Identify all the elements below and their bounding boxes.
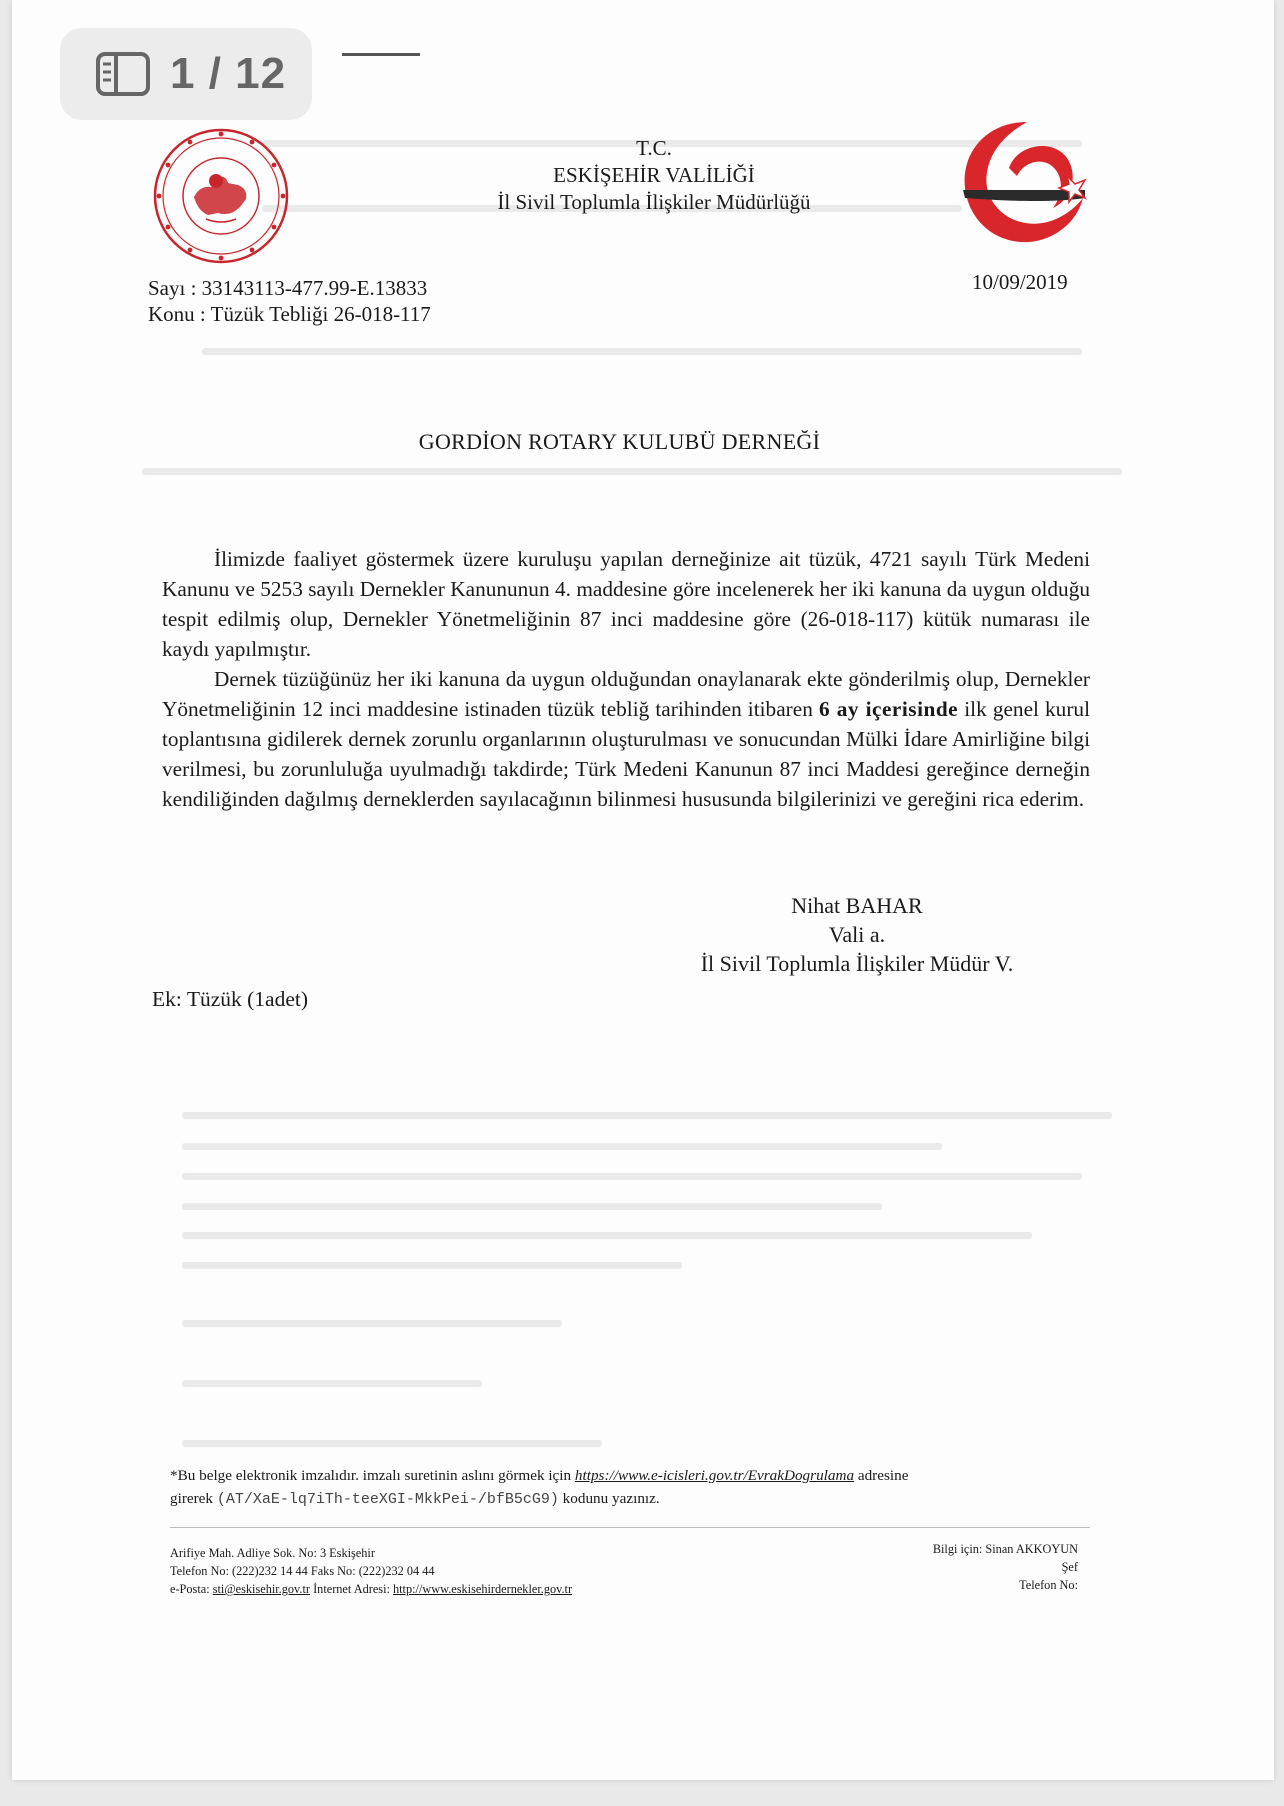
show-through-line (182, 1262, 682, 1269)
show-through-line (182, 1143, 942, 1150)
email-link[interactable]: sti@eskisehir.gov.tr (212, 1582, 310, 1596)
show-through-line (182, 1232, 1032, 1239)
signatory-name: Nihat BAHAR (791, 893, 923, 918)
letterhead-tc: T.C. (636, 136, 672, 160)
attachment-note: Ek: Tüzük (1adet) (152, 987, 309, 1011)
recipient-title: GORDİON ROTARY KULUBÜ DERNEĞİ (418, 429, 821, 454)
document-subject: Konu : Tüzük Tebliği 26-018-117 (148, 302, 431, 326)
email-label: e-Posta: (170, 1582, 213, 1596)
verification-code: (AT/XaE-lq7iTh-teeXGI-MkkPei-/bfB5cG9) (216, 1491, 559, 1508)
signatory-title-2: İl Sivil Toplumla İlişkiler Müdür V. (700, 951, 1014, 976)
info-title: Şef (1061, 1560, 1078, 1574)
show-through-line (182, 1112, 1112, 1119)
body-paragraph-2 (162, 664, 1090, 814)
footer-address: Arifiye Mah. Adliye Sok. No: 3 Eskişehir (170, 1546, 375, 1560)
info-contact: Bilgi için: Sinan AKKOYUN (932, 1542, 1078, 1556)
footer-contact-line (170, 1581, 572, 1598)
verification-suffix: kodunu yazınız. (558, 1490, 660, 1507)
show-through-line (182, 1320, 562, 1327)
page-indicator[interactable] (60, 28, 312, 120)
document-date: 10/09/2019 (972, 270, 1068, 294)
info-phone: Telefon No: (1019, 1578, 1078, 1592)
top-dash-mark (342, 53, 420, 56)
show-through-line (182, 1440, 602, 1447)
signatory-title-1: Vali a. (828, 922, 886, 947)
document-page (12, 0, 1274, 1780)
show-through-line (142, 468, 1122, 475)
sidebar-toggle-icon (96, 52, 150, 96)
page-counter: 1 / 12 (170, 49, 287, 98)
footer-phone: Telefon No: (222)232 14 44 Faks No: (222)232 04 44 (170, 1564, 435, 1578)
deadline-emphasis: 6 ay içerisinde (818, 697, 959, 721)
letter-body (162, 544, 1090, 814)
footer-divider (170, 1527, 1090, 1528)
e-signature-line-2 (170, 1487, 1090, 1511)
document-number: Sayı : 33143113-477.99-E.13833 (148, 276, 428, 300)
letterhead-governorship: ESKİŞEHİR VALİLİĞİ (553, 163, 755, 187)
e-signature-suffix: adresine (854, 1467, 909, 1484)
web-link[interactable]: http://www.eskisehirdernekler.gov.tr (392, 1582, 573, 1596)
web-label: İnternet Adresi: (310, 1582, 393, 1596)
letterhead-directorate: İl Sivil Toplumla İlişkiler Müdürlüğü (497, 190, 811, 214)
show-through-line (182, 1173, 1082, 1180)
e-signature-prefix: *Bu belge elektronik imzalıdır. imzalı suretinin aslını görmek için (170, 1467, 575, 1484)
body-paragraph-1: İlimizde faaliyet göstermek üzere kuruluşu yapılan derneğinize ait tüzük, 4721 sayılı Türk Medeni Kanunu ve 5253 sayılı Dernekler Kanununun 4. maddesine göre incelenerek her iki kanuna da uygun olduğu tespit edilmiş olup, Dernekler Yönetmeliğinin 87 inci maddesine göre (26-018-117) kütük numarası ile kaydı yapılmıştır. (162, 547, 1090, 661)
e-signature-line-1 (170, 1464, 1090, 1487)
body-paragraph-2-end: ilk genel kurul toplantısına gidilerek dernek zorunlu organlarının oluşturulması ve sonucundan Mülki İdare Amirliğine bilgi verilmesi, bu zorunluluğa uyulmadığı takdirde; Türk Medeni Kanunun 87 inci Maddesi gereğince derneğin kendiliğinden dağılmış derneklerden sayılacağının bilinmesi hususunda bilgilerinizi ve gereğini rica ederim. (162, 697, 1090, 811)
verification-prefix: girerek (170, 1490, 217, 1507)
show-through-line (202, 348, 1082, 355)
directorate-logo (957, 118, 1091, 252)
e-signature-note (170, 1464, 1090, 1511)
show-through-line (182, 1203, 882, 1210)
body-paragraph-2-start: Dernek tüzüğünüz her iki kanuna da uygun olduğundan onaylanarak ekte gönderilmiş olup, Dernekler Yönetmeliğinin 12 inci maddesine istinaden tüzük tebliğ tarihinden itibaren (162, 667, 1090, 721)
verification-link[interactable]: https://www.e-icisleri.gov.tr/EvrakDogrulama (574, 1467, 855, 1484)
show-through-line (182, 1380, 482, 1387)
